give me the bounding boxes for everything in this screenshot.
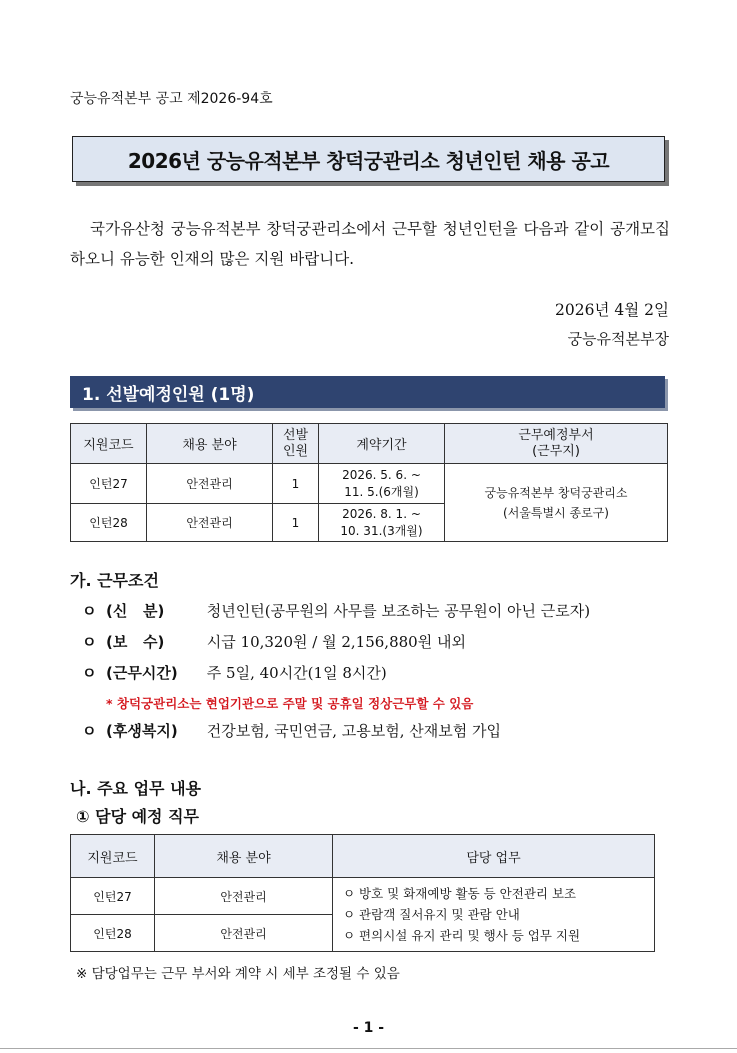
duties-subheading: ① 담당 예정 직무 xyxy=(76,807,199,826)
condition-item xyxy=(82,720,501,741)
page-number: - 1 - xyxy=(352,1020,385,1036)
row-period xyxy=(319,464,445,504)
condition-label: (후생복지) xyxy=(106,722,178,740)
recruitment-table xyxy=(70,423,668,542)
row-dept xyxy=(445,464,668,542)
condition-value: 주 5일, 40시간(1일 8시간) xyxy=(206,664,387,682)
duties-heading: 나. 주요 업무 내용 xyxy=(70,779,201,798)
row-code: 인턴28 xyxy=(71,504,147,542)
row-count: 1 xyxy=(273,464,319,504)
period-start: 2026. 5. 6. ~ xyxy=(342,467,421,482)
row-count: 1 xyxy=(273,504,319,542)
table-row xyxy=(71,878,655,915)
tasks-cell xyxy=(333,878,655,952)
table-row xyxy=(71,464,668,504)
bottom-divider xyxy=(0,1048,737,1049)
weekend-work-note: * 창덕궁관리소는 현업기관으로 주말 및 공휴일 정상근무할 수 있음 xyxy=(106,696,474,711)
row-field: 안전관리 xyxy=(147,504,273,542)
header-count: 선발 인원 xyxy=(273,424,319,464)
section-1-title: 1. 선발예정인원 (1명) xyxy=(82,384,255,405)
period-end: 10. 31.(3개월) xyxy=(340,523,423,538)
header-code: 지원코드 xyxy=(71,835,155,878)
dept-name: 궁능유적본부 창덕궁관리소 xyxy=(484,485,628,500)
conditions-heading: 가. 근무조건 xyxy=(70,571,159,590)
bullet: ㅇ xyxy=(82,722,97,740)
condition-label: (보 수) xyxy=(106,633,165,651)
document-title xyxy=(72,136,665,182)
task-item: ㅇ 편의시설 유지 관리 및 행사 등 업무 지원 xyxy=(343,928,581,943)
section-1-header xyxy=(70,376,665,408)
intro-paragraph: 국가유산청 궁능유적본부 창덕궁관리소에서 근무할 청년인턴을 다음과 같이 공개모집하오니 유능한 인재의 많은 지원 바랍니다. xyxy=(70,220,670,268)
condition-value: 건강보험, 국민연금, 고용보험, 산재보험 가입 xyxy=(206,722,501,740)
bullet: ㅇ xyxy=(82,633,97,651)
header-field: 채용 분야 xyxy=(147,424,273,464)
period-start: 2026. 8. 1. ~ xyxy=(342,506,421,521)
dept-location: (서울특별시 종로구) xyxy=(503,505,609,520)
signer: 궁능유적본부장 xyxy=(567,330,669,348)
header-dept: 근무예정부서 (근무지) xyxy=(445,424,668,464)
row-code: 인턴28 xyxy=(71,915,155,952)
condition-value: 청년인턴(공무원의 사무를 보조하는 공무원이 아닌 근로자) xyxy=(206,602,591,620)
document-title-text: 2026년 궁능유적본부 창덕궁관리소 청년인턴 채용 공고 xyxy=(127,148,610,173)
condition-label: (신 분) xyxy=(106,602,165,620)
row-period xyxy=(319,504,445,542)
header-field: 채용 분야 xyxy=(155,835,333,878)
task-item: ㅇ 관람객 질서유지 및 관람 안내 xyxy=(343,907,520,922)
header-code: 지원코드 xyxy=(71,424,147,464)
condition-item xyxy=(82,600,590,621)
row-field: 안전관리 xyxy=(155,878,333,915)
notice-number: 궁능유적본부 공고 제2026-94호 xyxy=(70,91,273,107)
bullet: ㅇ xyxy=(82,664,97,682)
condition-item xyxy=(82,662,387,683)
header-tasks: 담당 업무 xyxy=(333,835,655,878)
row-code: 인턴27 xyxy=(71,464,147,504)
condition-label: (근무시간) xyxy=(106,664,178,682)
bullet: ㅇ xyxy=(82,602,97,620)
row-field: 안전관리 xyxy=(155,915,333,952)
row-code: 인턴27 xyxy=(71,878,155,915)
task-item: ㅇ 방호 및 화재예방 활동 등 안전관리 보조 xyxy=(343,886,577,901)
condition-item xyxy=(82,631,466,652)
row-field: 안전관리 xyxy=(147,464,273,504)
duties-footnote: ※ 담당업무는 근무 부서와 계약 시 세부 조정될 수 있음 xyxy=(76,966,400,982)
duties-table xyxy=(70,834,655,952)
period-end: 11. 5.(6개월) xyxy=(344,484,419,499)
header-period: 계약기간 xyxy=(319,424,445,464)
condition-value: 시급 10,320원 / 월 2,156,880원 내외 xyxy=(206,633,466,651)
announcement-date: 2026년 4월 2일 xyxy=(555,301,669,319)
